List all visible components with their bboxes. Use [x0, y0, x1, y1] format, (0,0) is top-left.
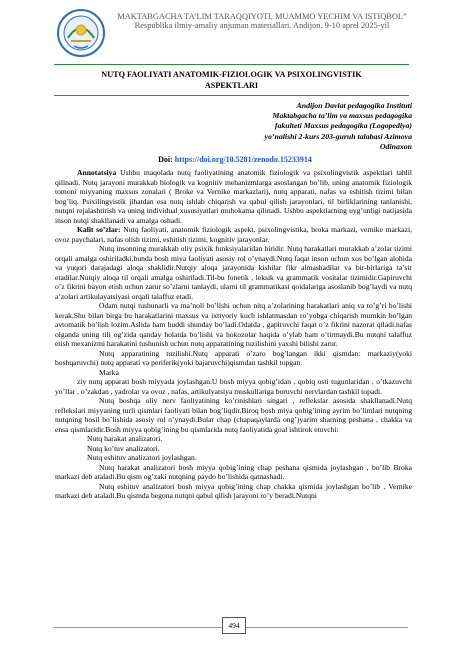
- author-line: fakulteti Maxsus pedagogika (Logopediya): [274, 121, 412, 131]
- title-banner: [54, 64, 409, 96]
- keywords-paragraph: [55, 225, 412, 244]
- annotation-paragraph: [55, 168, 412, 225]
- author-line: yo’nalishi 2-kurs 203-guruh talabasi Azimova: [264, 131, 412, 141]
- list-item: Nutq ko’tuv analizatori.: [87, 443, 160, 453]
- body-paragraph: Nutq apparatining tuzilishi.Nutq apparati o’zaro bog’langan ikki qismdan: markaziy(yoki boshqaruvchi) nutq apparati va periferik(yoki bajaruvchi)qismdan tashkil topgan.: [55, 348, 412, 367]
- doi-label: Doi:: [158, 155, 173, 164]
- body-paragraph: Marka: [99, 367, 119, 377]
- author-line: Odinaxon: [379, 141, 412, 151]
- keywords-label: Kalit so’zlar:: [77, 225, 121, 234]
- keywords-text: Nutq faoliyati, anatomik fiziologik aspekt, psixolingvistika, broka markazi, vernike markazi, ovoz paychalari, nafas olish tizimi, eshitish tizimi, kognitiv jarayonlar.: [55, 225, 412, 244]
- list-item: Nutq harakat analizatori.: [87, 434, 163, 443]
- body-paragraph: Nutq harakat analizatori bosh miyya qobig’ining chap peshana qismida joylashgan , bo’lib Broka markazi deb ataladi.Bu qism og’zaki nutqning paydo bo’lishida qatnashadi.: [55, 462, 412, 481]
- author-block: [92, 101, 412, 152]
- doi-line: [55, 155, 415, 164]
- page-number: 494: [222, 617, 246, 634]
- body-paragraph: Nutq eshituv analizatori bosh miyya qobig’ining chap chakka qismida joylashgan bo’lib , Vernike markazi deb ataladi.Bu qismda begona nutqni qabul qilish jarayoni ro’y beradi.Nutqni: [55, 481, 412, 500]
- conference-name: MAKTABGACHA TA’LIM TARAQQIYOTI, MUAMMO YECHIM VA ISTIQBOL” Respublika ilmiy-amaliy anjuman materiallari. Andijon. 9-10 aprel 2025-yil: [117, 12, 407, 31]
- page-header: [0, 0, 459, 60]
- conference-logo: [56, 8, 106, 58]
- body-paragraph: ziy nutq apparati bosh miyyada joylashgan.U bosh miyya qobig’idan , qobiq osti tugunlaridan , o’tkazuvchi yo’llar , o’zakdan , yadrolar va ovoz , nafas, artikulyatsiya muskullariga boruvchi nervlardan tashkil topadi.: [55, 377, 412, 396]
- list-item: Nutq eshituv analizatori joylashgan.: [87, 453, 197, 462]
- article-body: [55, 168, 412, 501]
- author-line: Maktabgacha ta’lim va maxsus pedagogika: [272, 111, 412, 121]
- article-title: NUTQ FAOLIYATI ANATOMIK-FIZIOLOGIK VA PSIXOLINGVISTIK ASPEKTLARI: [101, 70, 362, 90]
- analyzer-list: [55, 434, 412, 463]
- doi-link[interactable]: https://doi.org/10.5281/zenodo.15233914: [174, 155, 312, 164]
- body-paragraph: Nutq boshqa oliy nerv faoliyatining ko’rinishlari singari , reflekslar asosida shakllanadi.Nutq reflekslari miyyaning turli qismlari faoliyati bilan bog’liqdir.Biroq bosh miya qobig’ining ayrim bo’limlari nutqning nutqning hosil bo’lishida asosiy rol o’ynaydi.Bular chap (chapaqaylarda ong’)yarim sharning peshana , chakka va ensa qismlaridir.Bosh miyya qobig’ining bu qismlarida nutq faoliyatida goal ishtirok etuvchi:: [55, 396, 412, 434]
- annotation-text: Ushbu maqolada nutq faoliyatining anatomik fiziologik va psixolingvistik aspektlari tahlil qilinadi. Nutq jarayoni murakkab biologik va kognitiv mehanizmlarga asoslangan bo’lib, uning anatomik fiziologik tomoni miyyaning maxsus zonalari ( Broke va Vernike markazlari), nutq apparati, nafas va eshitish tizimi bilan bog’liq. Psixilingvistik jihatdan esa nutq ishlab chiqarish va qabul qilish jarayonlari, til birliklarining tanlanishi, nutqni rejalashtirish va uning individual xususiyatlari muhokama qilinadi. Ushbu aspektlarning uyg’unligi natijasida inson nutqi shakllanadi va amalga oshadi.: [55, 168, 412, 225]
- annotation-label: Annotatsiya: [77, 168, 117, 177]
- body-paragraph: Nutq insonning murakkab oliy psixik funksiyalaridan biridir. Nutq harakatlari murakkab a’zolar tizimi orqali amalga oshiriladki,bunda bosh miya faoliyati asosiy rol o’ynaydi.Nutq faqat inson uchun xos bo’lgan alohida va yuqori darajadagi aloqa shaklidir.Nutqiy aloqa jarayonida kishilar fikr almashadilar va bir-birlariga ta’sir etadilar.Nutqiy aloqa til orqali amalga oshiriladi.Til-bu fonetik , leksik va grammatik vositalar tizimidir.Gapiruvchi o’z fikrini bayon etish uchun zarur so’zlarni tanlaydi, ularni til grammatikasi qoidalariga asoslanib bog’laydi va nutq a’zolari artikulayatsiyasi orqali talaffuz etadi.: [55, 244, 412, 301]
- author-line: Andijon Davlat pedagogika Instituti: [296, 101, 412, 110]
- body-paragraph: Odam nutqi tushunarli va ma’noli bo’lishi uchun nitq a’zolarining harakatlari aniq va to’g’ri bo’lishi kerak.Shu bilan birga bu harakatlarini maxsus va ixtiyoriy kuch ishlatmasdan ro’yobga chiqarish mumkin bo’lgan avtomatik bo’lish lozim.Aslida ham huddi shunday bo’ladi.Odatda , gapiruvchi faqat o’z fikrini nazorat qiladi.nafas olganda uning tili og’zida qanday holatda bo’lishi va hokozolar haqida o’ylab ham o’tirmaydi.Bu nutqni talaffuz etish mexanizmi harakatini tushunish uchun nutq apparatining tuzilishini yaxshi bilishi zarur.: [55, 301, 412, 348]
